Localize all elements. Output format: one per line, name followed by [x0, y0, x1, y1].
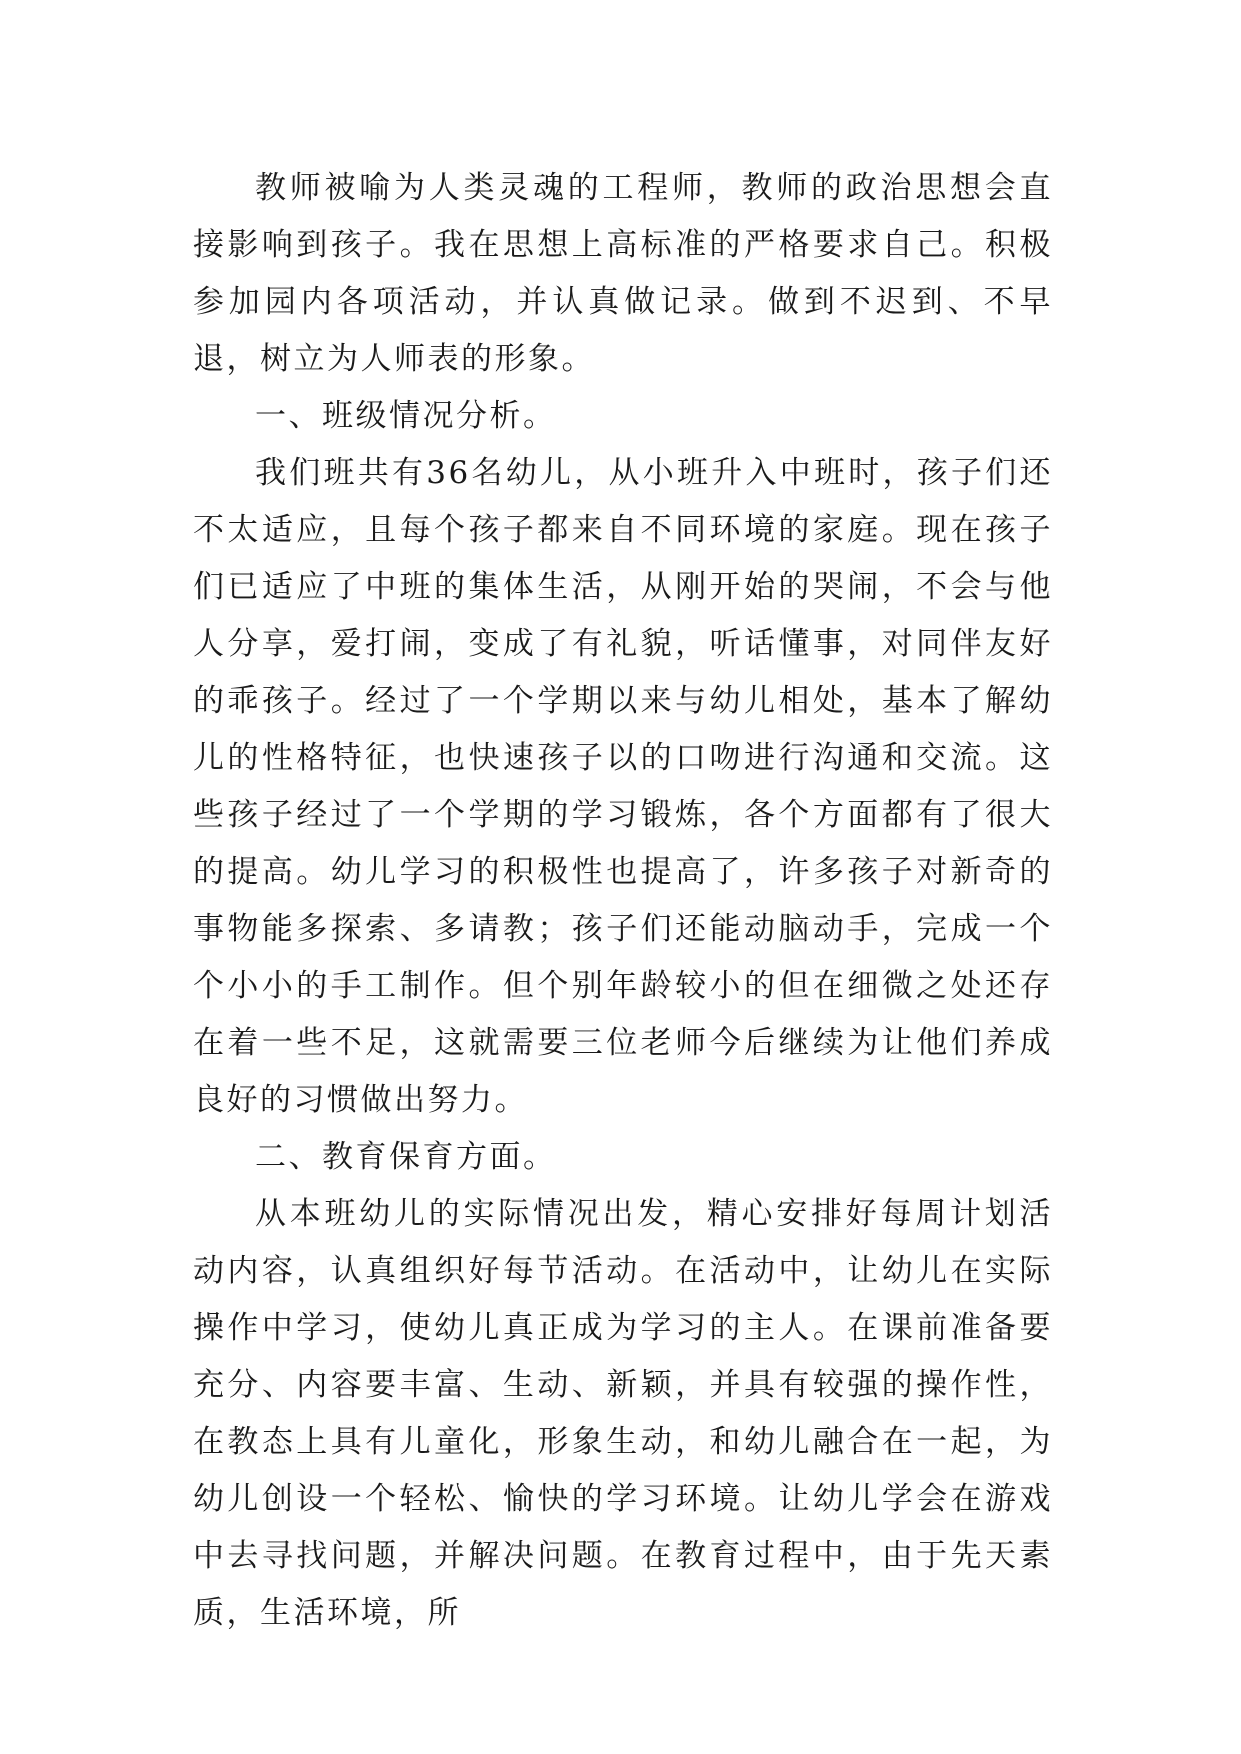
document-body: [193, 160, 1053, 1642]
paragraph-education-care: 从本班幼儿的实际情况出发，精心安排好每周计划活动内容，认真组织好每节活动。在活动中，让幼儿在实际操作中学习，使幼儿真正成为学习的主人。在课前准备要充分、内容要丰富、生动、新颖，并具有较强的操作性，在教态上具有儿童化，形象生动，和幼儿融合在一起，为幼儿创设一个轻松、愉快的学习环境。让幼儿学会在游戏中去寻找问题，并解决问题。在教育过程中，由于先天素质，生活环境，所: [193, 1196, 1053, 1631]
paragraph-class-analysis: 我们班共有36名幼儿，从小班升入中班时，孩子们还不太适应，且每个孩子都来自不同环境的家庭。现在孩子们已适应了中班的集体生活，从刚开始的哭闹，不会与他人分享，爱打闹，变成了有礼貌，听话懂事，对同伴友好的乖孩子。经过了一个学期以来与幼儿相处，基本了解幼儿的性格特征，也快速孩子以的口吻进行沟通和交流。这些孩子经过了一个学期的学习锻炼，各个方面都有了很大的提高。幼儿学习的积极性也提高了，许多孩子对新奇的事物能多探索、多请教；孩子们还能动脑动手，完成一个个小小的手工制作。但个别年龄较小的但在细微之处还存在着一些不足，这就需要三位老师今后继续为让他们养成良好的习惯做出努力。: [193, 455, 1053, 1118]
heading-education-care: 二、教育保育方面。: [255, 1139, 557, 1175]
heading-class-analysis: 一、班级情况分析。: [255, 398, 557, 434]
paragraph-teacher-ethics: 教师被喻为人类灵魂的工程师，教师的政治思想会直接影响到孩子。我在思想上高标准的严格要求自己。积极参加园内各项活动，并认真做记录。做到不迟到、不早退，树立为人师表的形象。: [193, 170, 1053, 377]
